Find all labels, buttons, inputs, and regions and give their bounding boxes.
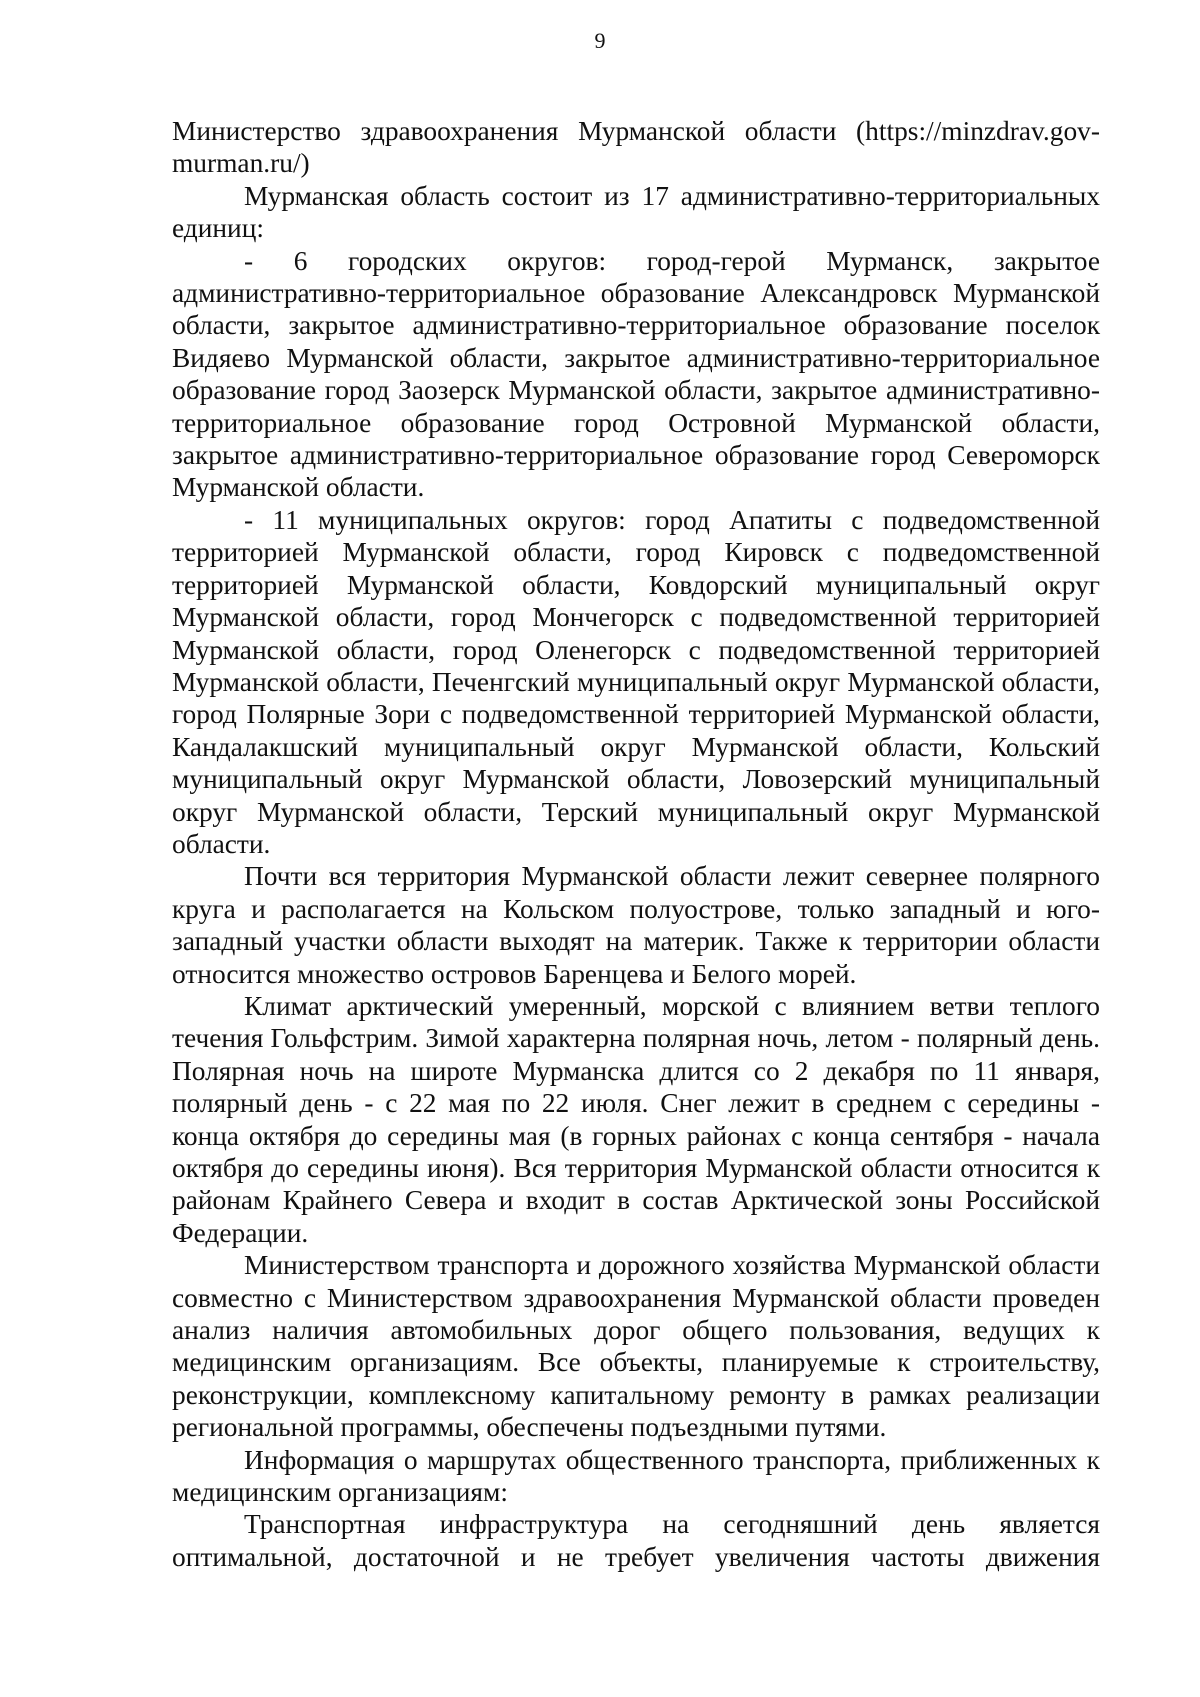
paragraph-city-districts: - 6 городских округов: город-герой Мурманск, закрытое административно-территориальное образование Александровск Мурманской области, закрытое административно-территориальное образование поселок Видяево Мурманской области, закрытое административно-территориальное образование город Заозерск Мурманской области, закрытое административно-территориальное образование город Островной Мурманской области, закрытое административно-территориальное образование город Североморск Мурманской области.	[172, 245, 1100, 503]
paragraph-transport-routes: Информация о маршрутах общественного транспорта, приближенных к медицинским организациям:	[172, 1444, 1100, 1508]
paragraph-transport-infrastructure: Транспортная инфраструктура на сегодняшний день является оптимальной, достаточной и не требует увеличения частоты движения	[172, 1509, 1100, 1572]
paragraph-admin-units: Мурманская область состоит из 17 административно-территориальных единиц:	[172, 180, 1100, 244]
paragraph-roads-analysis: Министерством транспорта и дорожного хозяйства Мурманской области совместно с Министерством здравоохранения Мурманской области проведен анализ наличия автомобильных дорог общего пользования, ведущих к медицинским организациям. Все объекты, планируемые к строительству, реконструкции, комплексному капитальному ремонту в рамках реализации региональной программы, обеспечены подъездными путями.	[172, 1250, 1100, 1443]
paragraph-ministry-link: Министерство здравоохранения Мурманской области (https://minzdrav.gov-murman.ru/)	[172, 116, 1100, 179]
page-number: 9	[594, 28, 606, 53]
paragraph-climate: Климат арктический умеренный, морской с влиянием ветви теплого течения Гольфстрим. Зимой характерна полярная ночь, летом - полярный день. Полярная ночь на широте Мурманска длится со 2 декабря по 11 января, полярный день - с 22 мая по 22 июля. Снег лежит в среднем с середины - конца октября до середины мая (в горных районах с конца сентября - начала октября до середины июня). Вся территория Мурманской области относится к районам Крайнего Севера и входит в состав Арктической зоны Российской Федерации.	[172, 990, 1100, 1248]
document-body	[172, 115, 1100, 1573]
paragraph-municipal-districts: - 11 муниципальных округов: город Апатиты с подведомственной территорией Мурманской области, город Кировск с подведомственной территорией Мурманской области, Ковдорский муниципальный округ Мурманской области, город Мончегорск с подведомственной территорией Мурманской области, город Оленегорск с подведомственной территорией Мурманской области, Печенгский муниципальный округ Мурманской области, город Полярные Зори с подведомственной территорией Мурманской области, Кандалакшский муниципальный округ Мурманской области, Кольский муниципальный округ Мурманской области, Ловозерский муниципальный округ Мурманской области, Терский муниципальный округ Мурманской области.	[172, 504, 1100, 859]
paragraph-territory: Почти вся территория Мурманской области лежит севернее полярного круга и располагается на Кольском полуострове, только западный и юго-западный участки области выходят на материк. Также к территории области относится множество островов Баренцева и Белого морей.	[172, 861, 1100, 989]
